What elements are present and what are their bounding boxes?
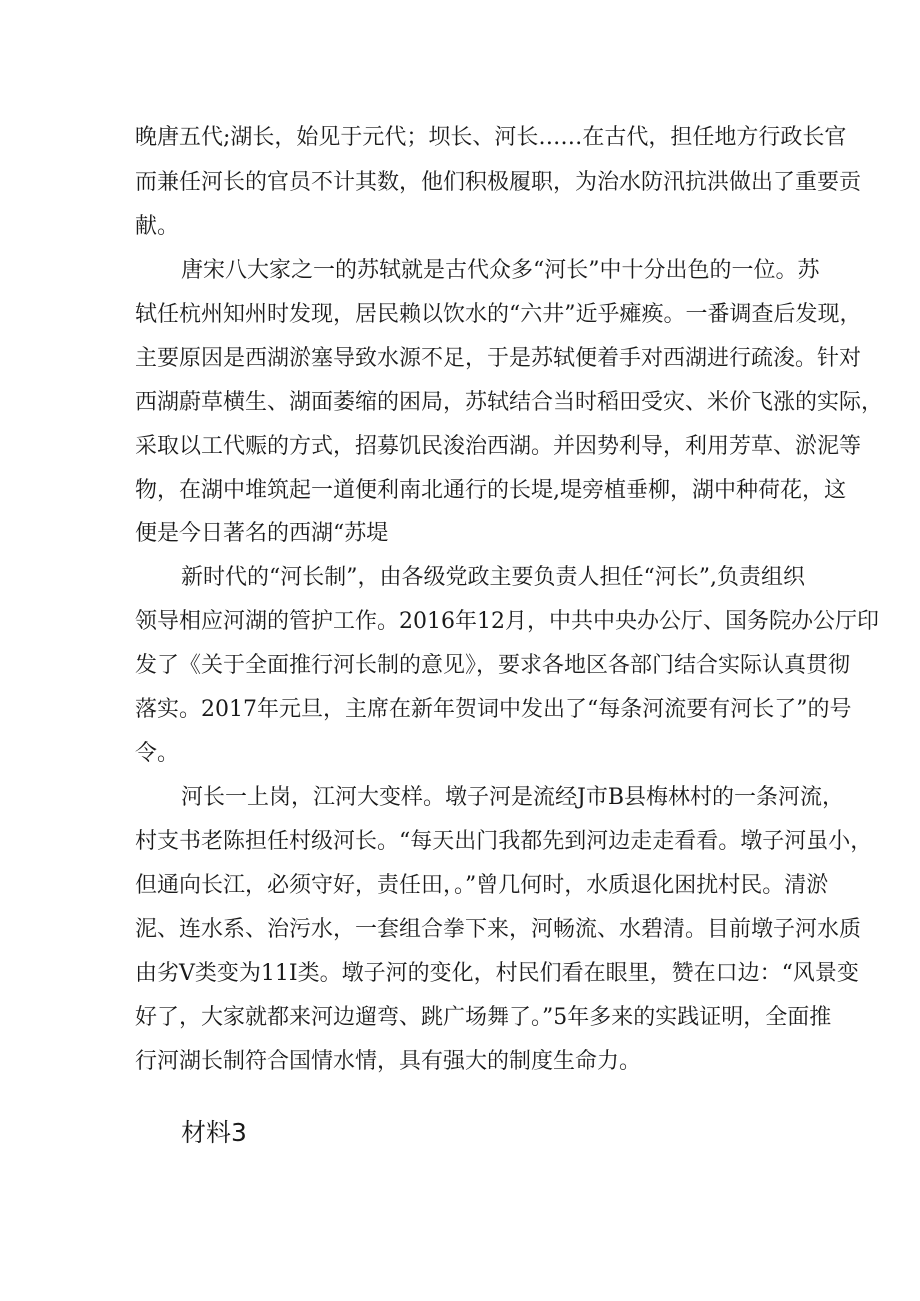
text-line: 但通向长江，必须守好，责任田，。”曾几何时，水质退化困扰村民。清淤 [135, 873, 829, 898]
text-line: 轼任杭州知州时发现，居民赖以饮水的“六井”近乎瘫痪。一番调查后发现， [135, 302, 862, 327]
text-line: 主要原因是西湖淤塞导致水源不足，于是苏轼便着手对西湖进行疏浚。针对 [135, 346, 862, 371]
text-line: 西湖蔚草横生、湖面萎缩的困局，苏轼结合当时稻田受灾、米价飞涨的实际， [135, 390, 884, 415]
text-line: 物，在湖中堆筑起一道便利南北通行的长堤,堤旁植垂柳，湖中种荷花，这 [135, 478, 846, 503]
text-line: 而兼任河长的官员不计其数，他们积极履职，为治水防汛抗洪做出了重要贡 [135, 170, 862, 195]
text-line: 河长一上岗，江河大变样。墩子河是流经J市B县梅林村的一条河流， [181, 785, 844, 810]
text-line: 落实。2017年元旦，主席在新年贺词中发出了“每条河流要有河长了”的号 [135, 697, 852, 722]
text-line: 便是今日著名的西湖“苏堤 [135, 521, 389, 546]
text-line: 新时代的“河长制”，由各级党政主要负责人担任“河长”,负责组织 [181, 565, 805, 590]
text-line: 发了《关于全面推行河长制的意见》，要求各地区各部门结合实际认真贯彻 [135, 653, 851, 678]
section-heading: 材料3 [181, 1118, 247, 1147]
text-line: 令。 [135, 741, 180, 766]
text-line: 献。 [135, 214, 180, 239]
text-line: 采取以工代赈的方式，招募饥民浚治西湖。并因势利导，利用芳草、淤泥等 [135, 434, 862, 459]
text-line: 村支书老陈担任村级河长。“每天出门我都先到河边走走看看。墩子河虽小， [135, 829, 873, 854]
text-line: 领导相应河湖的管护工作。2016年12月，中共中央办公厅、国务院办公厅印 [135, 609, 879, 634]
text-line: 晚唐五代;湖长，始见于元代；坝长、河长……在古代，担任地方行政长官 [135, 125, 847, 150]
text-line: 行河湖长制符合国情水情，具有强大的制度生命力。 [135, 1049, 642, 1074]
text-line: 唐宋八大家之一的苏轼就是古代众多“河长”中十分出色的一位。苏 [181, 258, 820, 283]
text-line: 泥、连水系、治污水，一套组合拳下来，河畅流、水碧清。目前墩子河水质 [135, 917, 862, 942]
text-line: 好了，大家就都来河边遛弯、跳广场舞了。”5年多来的实践证明，全面推 [135, 1005, 832, 1030]
text-line: 由劣V类变为11I类。墩子河的变化，村民们看在眼里，赞在口边：“风景变 [135, 961, 859, 986]
